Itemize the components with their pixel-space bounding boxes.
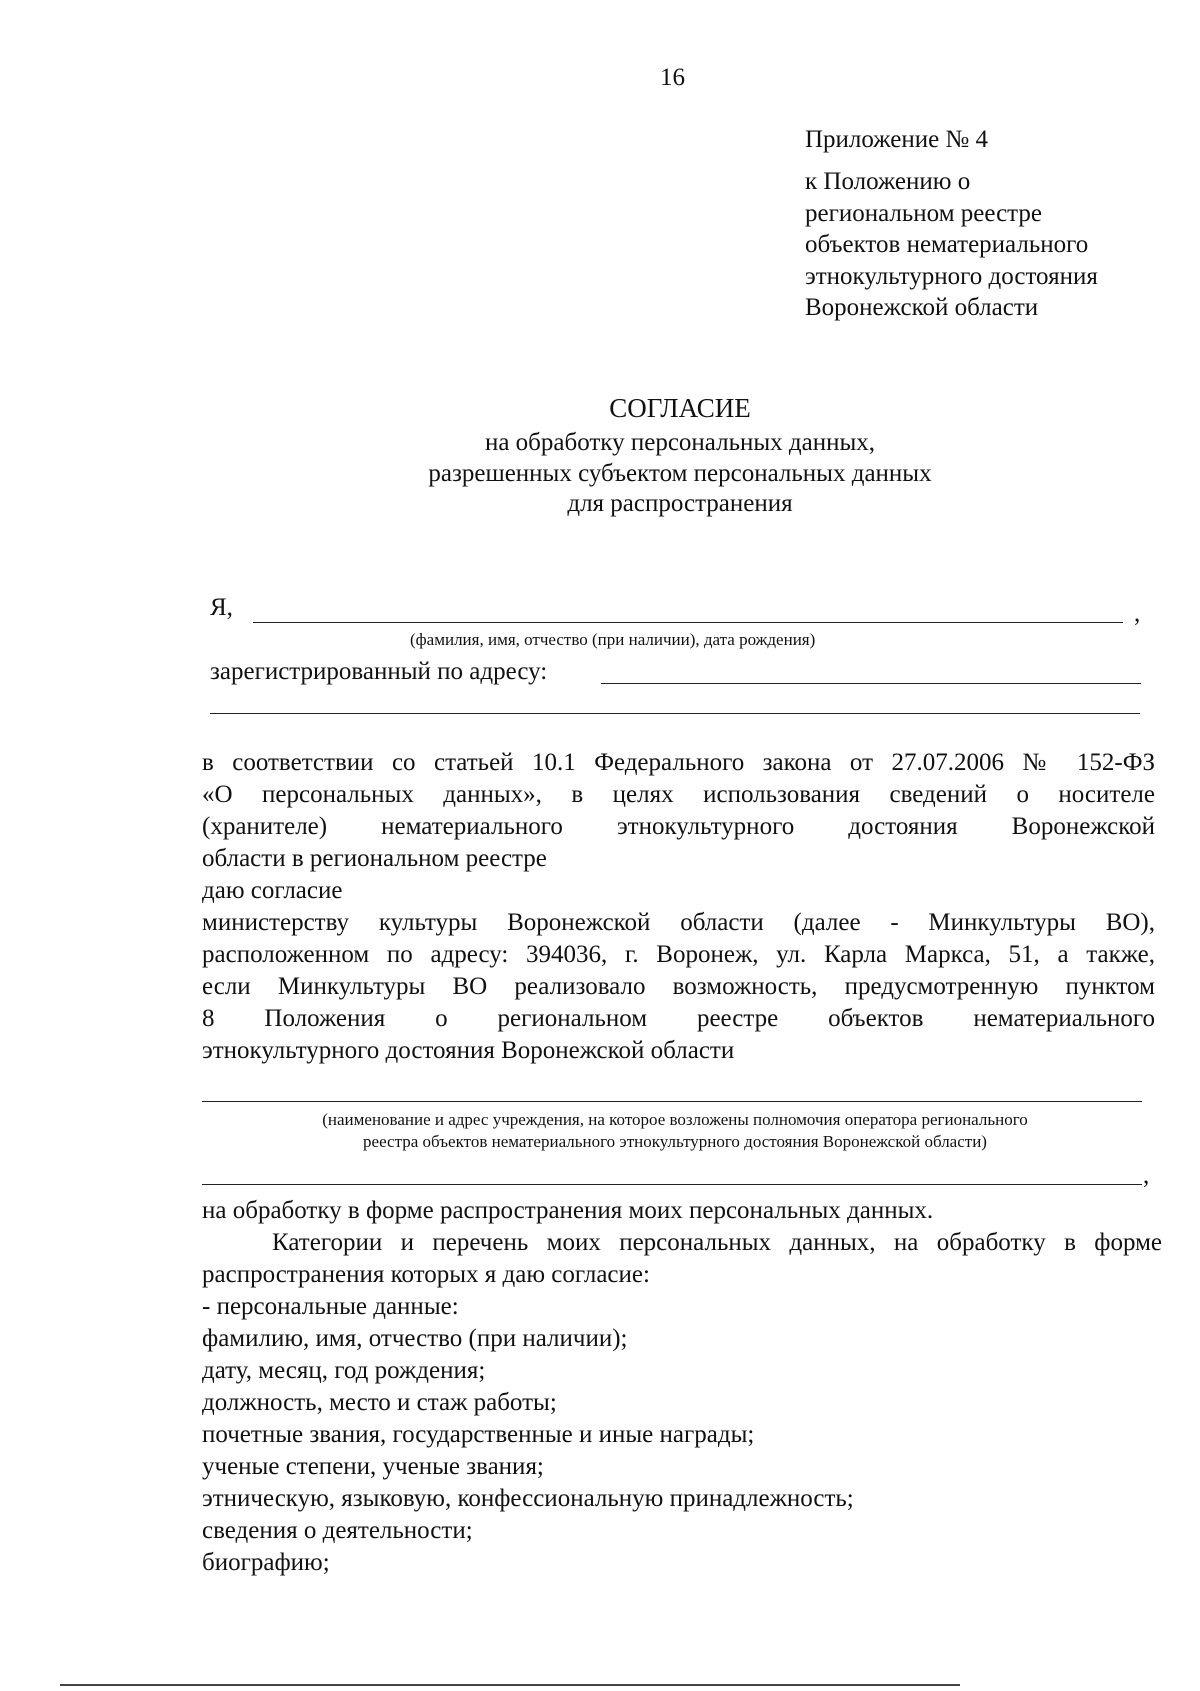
list-item: сведения о деятельности; — [202, 1517, 473, 1544]
name-caption: (фамилия, имя, отчество (при наличии), дата рождения) — [410, 630, 816, 649]
address-label: зарегистрированный по адресу: — [210, 658, 548, 685]
i-label: Я, — [210, 594, 233, 621]
document-title: СОГЛАСИЕ — [609, 393, 751, 423]
organization-comma: , — [1143, 1162, 1150, 1189]
organization-input-line-2[interactable] — [202, 1184, 1142, 1185]
subtitle-line: на обработку персональных данных, — [484, 429, 876, 456]
list-item: ученые степени, ученые звания; — [202, 1453, 544, 1480]
paragraph-basis — [202, 747, 1155, 1067]
address-input-line[interactable] — [601, 683, 1141, 684]
text-line: «О персональных данных», в целях использования сведений о носителе — [202, 781, 1155, 808]
text-line: Категории и перечень моих персональных данных, на обработку в форме — [272, 1229, 1162, 1256]
text-line: области в региональном реестре — [202, 845, 547, 872]
list-item: должность, место и стаж работы; — [202, 1389, 557, 1416]
text-line: в соответствии со статьей 10.1 Федерального закона от 27.07.2006 № 152-ФЗ — [202, 749, 1155, 776]
text-line: (хранителе) нематериального этнокультурного достояния Воронежской — [202, 813, 1155, 840]
list-item: почетные звания, государственные и иные награды; — [202, 1421, 755, 1448]
name-input-line[interactable] — [253, 622, 1123, 623]
appendix-line: к Положению о — [805, 168, 971, 195]
appendix-title: Приложение № 4 — [805, 126, 989, 153]
document-subtitle — [300, 428, 1060, 520]
page-number: 16 — [660, 64, 685, 91]
subtitle-line: для распространения — [567, 490, 793, 517]
appendix-reference — [805, 166, 1098, 324]
name-comma: , — [1134, 600, 1141, 627]
list-item: - персональные данные: — [202, 1293, 459, 1320]
caption-line: реестра объектов нематериального этнокультурного достояния Воронежской области) — [363, 1132, 987, 1151]
appendix-line: этнокультурного достояния — [805, 262, 1098, 290]
list-item: этническую, языковую, конфессиональную принадлежность; — [202, 1485, 854, 1512]
consent-phrase: даю согласие — [202, 877, 343, 904]
scan-edge-line — [60, 1684, 960, 1686]
appendix-line: объектов нематериального — [805, 231, 1089, 258]
subtitle-line: разрешенных субъектом персональных данных — [428, 459, 932, 487]
address-input-line-2[interactable] — [210, 713, 1140, 714]
appendix-line: региональном реестре — [805, 199, 1043, 227]
list-item: фамилию, имя, отчество (при наличии); — [202, 1325, 628, 1352]
caption-line: (наименование и адрес учреждения, на которое возложены полномочия оператора регионального — [322, 1110, 1028, 1129]
organization-input-line[interactable] — [202, 1101, 1142, 1102]
text-line: распространения которых я даю согласие: — [202, 1261, 650, 1288]
appendix-line: Воронежской области — [805, 294, 1039, 321]
text-line: министерству культуры Воронежской области (далее - Минкультуры ВО), — [202, 909, 1155, 936]
text-line: если Минкультуры ВО реализовало возможность, предусмотренную пунктом — [202, 973, 1155, 1000]
list-item: биографию; — [202, 1549, 330, 1576]
list-item: дату, месяц, год рождения; — [202, 1357, 486, 1384]
text-line: на обработку в форме распространения моих персональных данных. — [202, 1197, 934, 1224]
organization-caption — [195, 1109, 1155, 1153]
text-line: 8 Положения о региональном реестре объектов нематериального — [202, 1005, 1155, 1032]
text-line: расположенном по адресу: 394036, г. Воронеж, ул. Карла Маркса, 51, а также, — [202, 941, 1155, 968]
paragraph-categories — [202, 1195, 1162, 1579]
text-line: этнокультурного достояния Воронежской области — [202, 1037, 735, 1064]
